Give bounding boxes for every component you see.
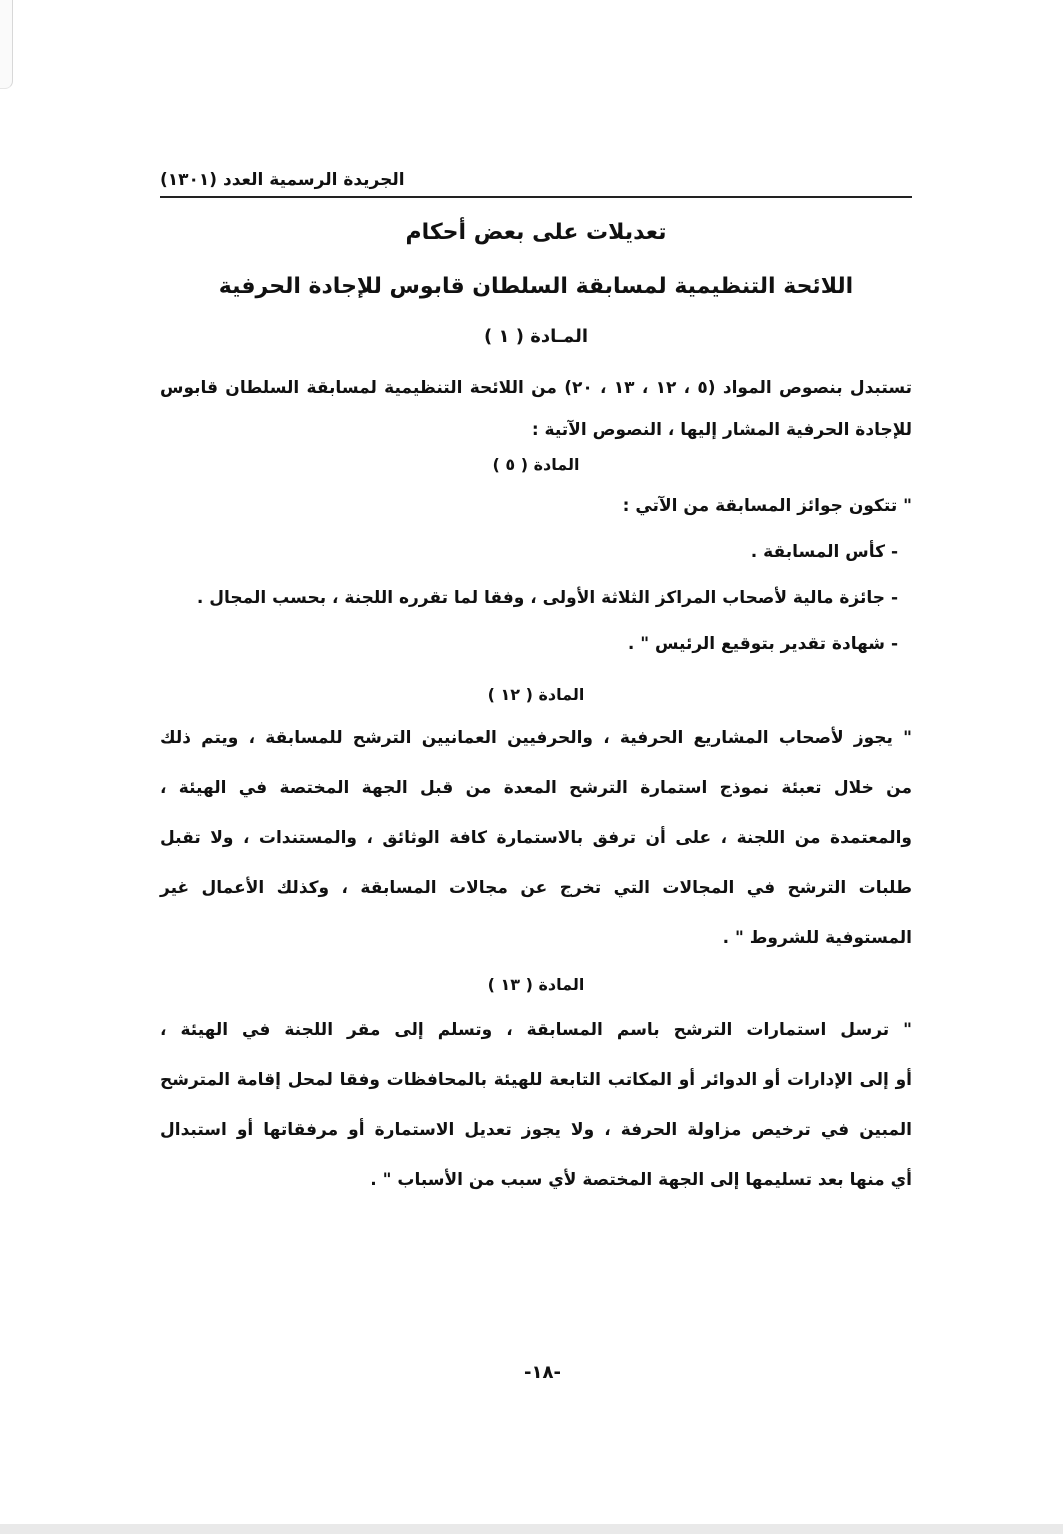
list-item: - كأس المسابقة . — [750, 542, 898, 562]
article-12-line: " يجوز لأصحاب المشاريع الحرفية ، والحرفيين العمانيين الترشح للمسابقة ، ويتم ذلك — [160, 728, 912, 748]
article-1-heading: المـادة ( ١ ) — [483, 326, 589, 347]
article-5-heading: المادة ( ٥ ) — [492, 455, 580, 474]
document-body — [160, 168, 912, 1217]
page-number — [0, 1362, 1063, 1383]
article-12-line: من خلال تعبئة نموذج استمارة الترشح المعدة من قبل الجهة المختصة في الهيئة ، — [160, 778, 912, 798]
document-title: تعديلات على بعض أحكام — [405, 220, 667, 245]
document-subtitle: اللائحة التنظيمية لمسابقة السلطان قابوس للإجادة الحرفية — [218, 274, 854, 299]
page-curl-shadow — [0, 0, 13, 89]
article-1-intro-line-2: للإجادة الحرفية المشار إليها ، النصوص الآتية : — [531, 420, 912, 440]
article-5-lead: " تتكون جوائز المسابقة من الآتي : — [622, 496, 912, 516]
article-13-line: أي منها بعد تسليمها إلى الجهة المختصة لأي سبب من الأسباب " . — [370, 1170, 912, 1190]
article-12-heading: المادة ( ١٢ ) — [487, 685, 585, 704]
article-5-prize-list — [160, 493, 912, 657]
article-12-line: والمعتمدة من اللجنة ، على أن ترفق بالاستمارة كافة الوثائق ، والمستندات ، ولا تقبل — [160, 828, 912, 848]
article-13-body — [160, 1017, 912, 1193]
list-item: - شهادة تقدير بتوقيع الرئيس " . — [627, 634, 898, 654]
list-item: - جائزة مالية لأصحاب المراكز الثلاثة الأولى ، وفقا لما تقرره اللجنة ، بحسب المجال . — [196, 588, 898, 608]
viewer-bottom-strip — [0, 1524, 1063, 1534]
article-13-heading: المادة ( ١٣ ) — [487, 975, 585, 994]
article-13-line: المبين في ترخيص مزاولة الحرفة ، ولا يجوز تعديل الاستمارة أو مرفقاتها أو استبدال — [160, 1120, 912, 1140]
article-1-intro-line-1: تستبدل بنصوص المواد (٥ ، ١٢ ، ١٣ ، ٢٠) من اللائحة التنظيمية لمسابقة السلطان قابوس — [160, 378, 912, 398]
article-13-line: " ترسل استمارات الترشح باسم المسابقة ، وتسلم إلى مقر اللجنة في الهيئة ، — [160, 1020, 912, 1040]
article-12-line: المستوفية للشروط " . — [722, 928, 912, 948]
gazette-header — [160, 168, 912, 198]
article-12-line: طلبات الترشح في المجالات التي تخرج عن مجالات المسابقة ، وكذلك الأعمال غير — [160, 878, 912, 898]
article-12-body — [160, 725, 912, 951]
gazette-header-text: الجريدة الرسمية العدد (١٣٠١) — [160, 170, 405, 190]
article-13-line: أو إلى الإدارات أو الدوائر أو المكاتب التابعة للهيئة بالمحافظات وفقا لمحل إقامة المترشح — [160, 1070, 912, 1090]
page-number-text: -١٨- — [524, 1362, 561, 1383]
